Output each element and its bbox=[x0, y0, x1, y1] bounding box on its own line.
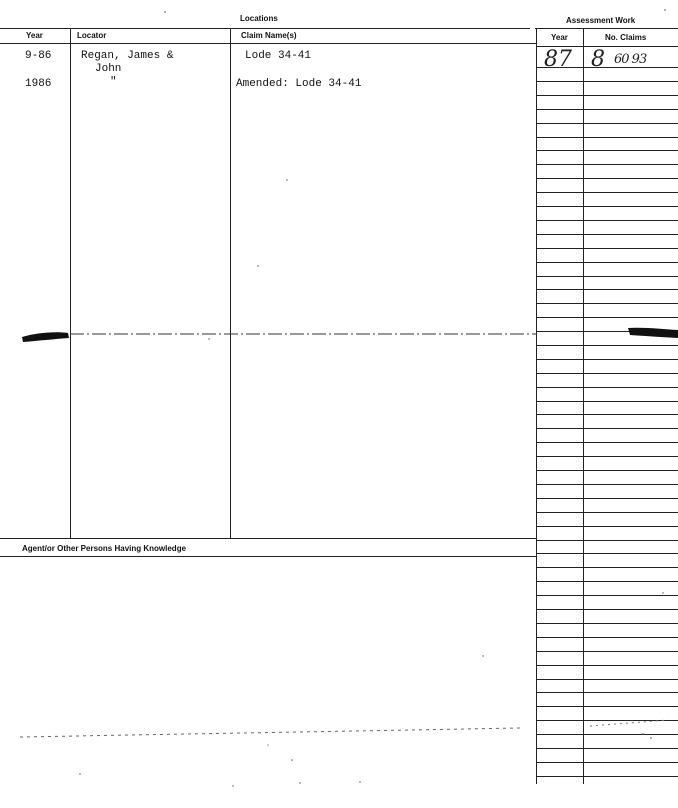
assessment-ruled-rows bbox=[536, 68, 678, 777]
assessment-work-header: Assessment Work bbox=[566, 16, 636, 25]
no-claims-column-header: No. Claims bbox=[605, 33, 647, 42]
left-fold-blotch bbox=[22, 332, 69, 342]
entry-2-year: 1986 bbox=[25, 78, 52, 90]
year-column-header: Year bbox=[26, 31, 43, 40]
assessment-year-column-header: Year bbox=[551, 33, 568, 42]
handwritten-assessment-year: 87 bbox=[544, 47, 572, 72]
locations-header: Locations bbox=[240, 14, 278, 23]
entry-1-claim: Lode 34-41 bbox=[245, 50, 312, 62]
scan-artifact-line bbox=[20, 728, 520, 737]
agent-section-label: Agent/or Other Persons Having Knowledge bbox=[22, 544, 187, 553]
claim-names-column-header: Claim Name(s) bbox=[241, 31, 297, 40]
entry-1-year: 9-86 bbox=[25, 50, 52, 62]
locator-column-header: Locator bbox=[77, 31, 107, 40]
handwritten-note: 60 93 bbox=[614, 52, 647, 67]
handwritten-claim-count: 8 bbox=[591, 47, 605, 72]
entry-1-locator-continued: John bbox=[95, 63, 122, 75]
entry-1-locator: Regan, James & bbox=[81, 50, 174, 62]
right-fold-blotch bbox=[628, 328, 678, 338]
scan-specks bbox=[79, 9, 666, 787]
entry-2-claim: Amended: Lode 34-41 bbox=[236, 78, 362, 90]
entry-2-locator: " bbox=[110, 76, 117, 88]
